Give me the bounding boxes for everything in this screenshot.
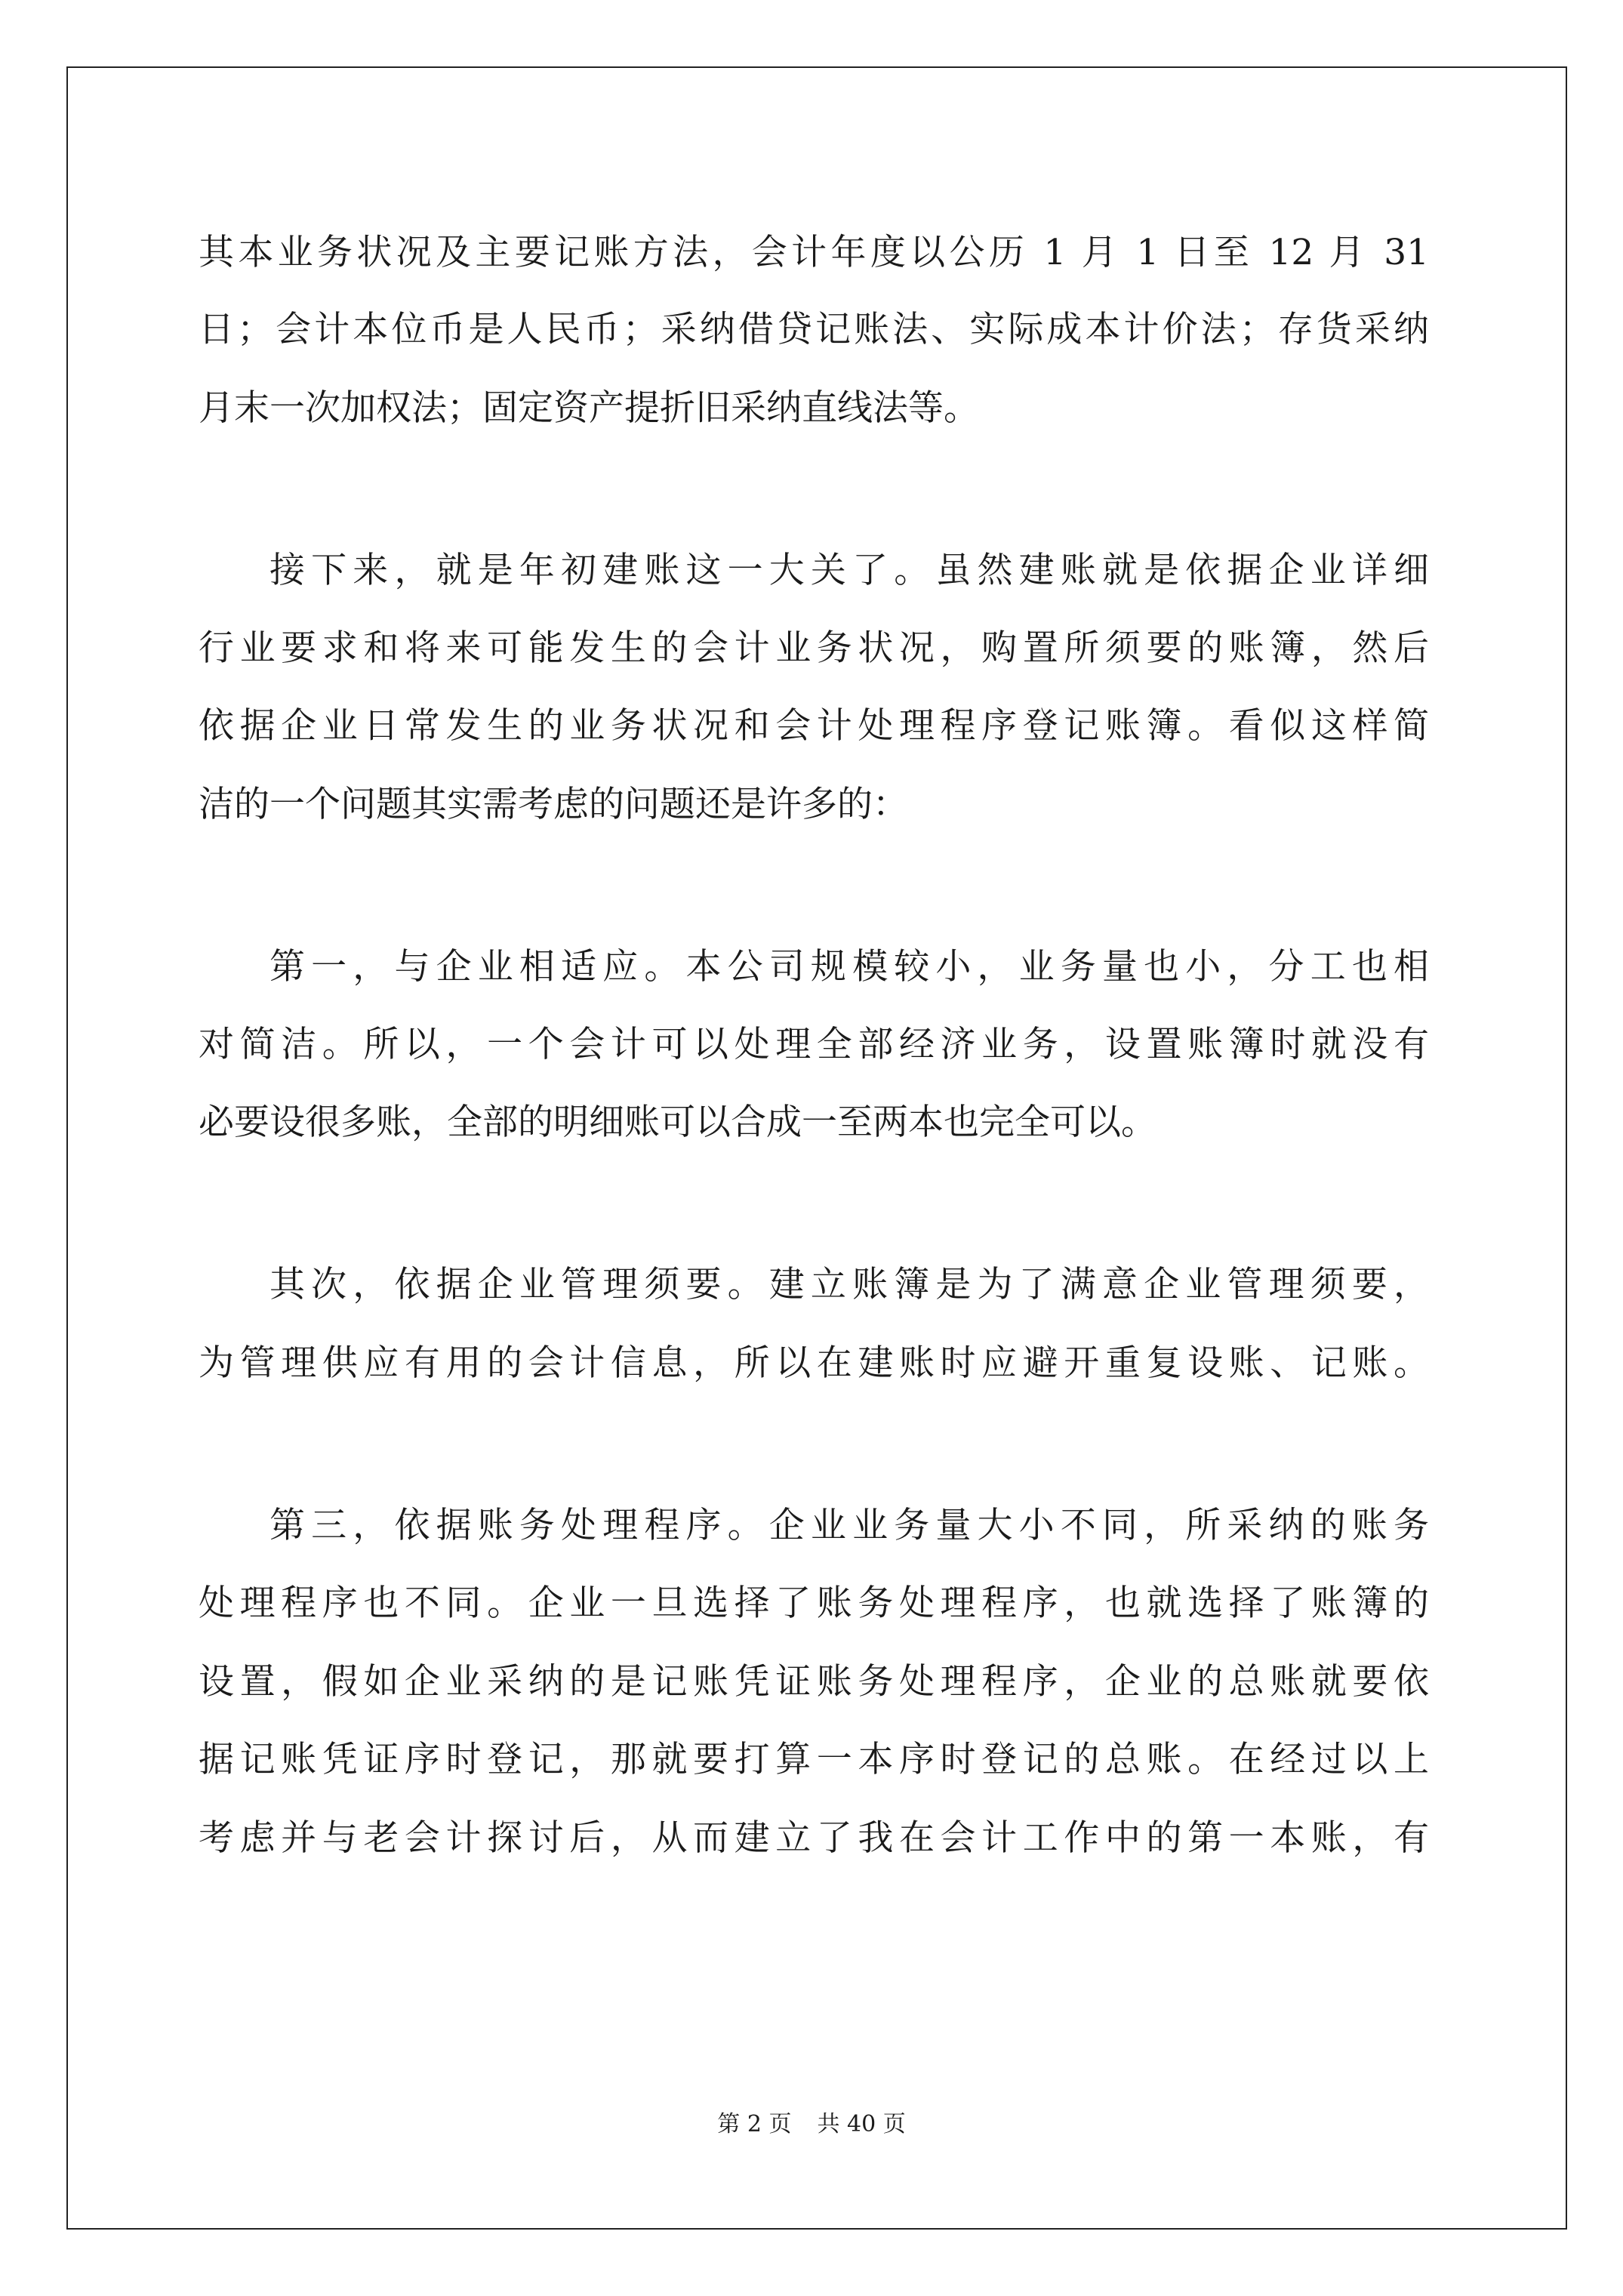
text-line: 为管理供应有用的会计信息，所以在建账时应避开重复设账、记账。: [199, 1342, 1429, 1384]
text-line: 对简洁。所以，一个会计可以处理全部经济业务，设置账簿时就没有: [199, 1024, 1429, 1065]
text-line: 日；会计本位币是人民币；采纳借贷记账法、实际成本计价法；存货采纳: [199, 309, 1429, 350]
page-number: 第 2 页: [717, 2111, 792, 2137]
text-line: 依据企业日常发生的业务状况和会计处理程序登记账簿。看似这样简: [199, 705, 1429, 747]
text-line: 月末一次加权法；固定资产提折旧采纳直线法等。: [199, 387, 979, 429]
text-line: 处理程序也不同。企业一旦选择了账务处理程序，也就选择了账簿的: [199, 1583, 1429, 1624]
text-line: 其本业务状况及主要记账方法，会计年度以公历 1 月 1 日至 12 月 31: [199, 232, 1429, 273]
page-footer: [0, 2110, 1623, 2140]
text-line: 考虑并与老会计探讨后，从而建立了我在会计工作中的第一本账，有: [199, 1817, 1429, 1859]
text-line: 设置，假如企业采纳的是记账凭证账务处理程序，企业的总账就要依: [199, 1661, 1429, 1703]
paragraph-first-line: 第三，依据账务处理程序。企业业务量大小不同，所采纳的账务: [269, 1505, 1429, 1546]
page-total: 共 40 页: [817, 2111, 906, 2137]
text-line: 必要设很多账，全部的明细账可以合成一至两本也完全可以。: [199, 1102, 1156, 1143]
paragraph-first-line: 其次，依据企业管理须要。建立账簿是为了满意企业管理须要，: [269, 1264, 1429, 1305]
text-line: 行业要求和将来可能发生的会计业务状况，购置所须要的账簿，然后: [199, 627, 1429, 669]
paragraph-first-line: 接下来，就是年初建账这一大关了。虽然建账就是依据企业详细: [269, 550, 1429, 591]
text-line: 据记账凭证序时登记，那就要打算一本序时登记的总账。在经过以上: [199, 1739, 1429, 1780]
paragraph-first-line: 第一，与企业相适应。本公司规模较小，业务量也小，分工也相: [269, 946, 1429, 988]
text-line: 洁的一个问题其实需考虑的问题还是许多的：: [199, 784, 908, 825]
